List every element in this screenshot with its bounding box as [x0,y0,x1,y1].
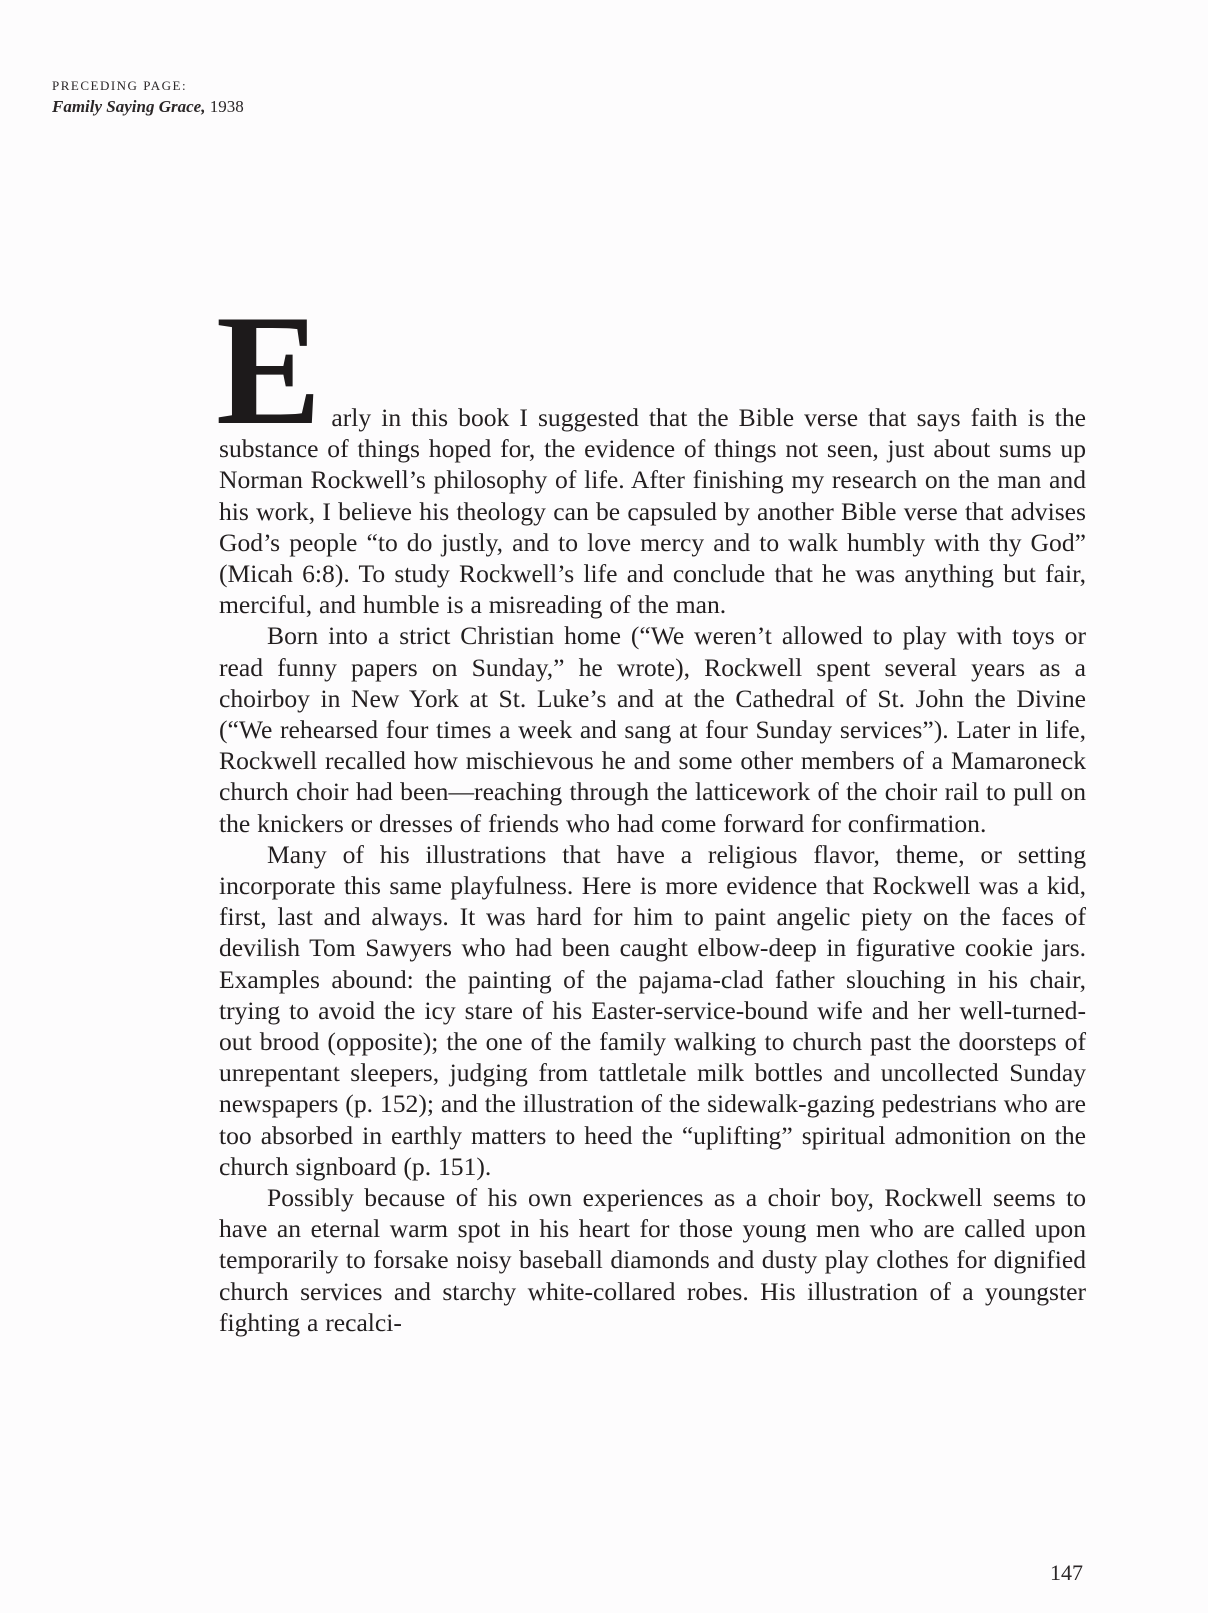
paragraph-4: Possibly because of his own experiences as a choir boy, Rockwell seems to have an eternal warm spot in his heart for those young men who are called upon temporarily to forsake noisy baseball diamonds and dusty play clothes for dignified church services and starchy white-collared robes. His illustration of a youngster fighting a recalci- [219,1183,1086,1337]
caption-label: PRECEDING PAGE: [52,78,188,93]
page-number: 147 [1050,1560,1083,1585]
preceding-page-caption [52,78,244,118]
paragraph-2: Born into a strict Christian home (“We weren’t allowed to play with toys or read funny papers on Sunday,” he wrote), Rockwell spent several years as a choirboy in New York at St. Luke’s and at the Cathedral of St. John the Divine (“We rehearsed four times a week and sang at four Sunday services”). Later in life, Rockwell recalled how mischievous he and some other members of a Mamaroneck church choir had been—reaching through the latticework of the choir rail to pull on the knickers or dresses of friends who had come forward for confirmation. [219,621,1086,838]
caption-artwork-year: 1938 [205,97,244,117]
drop-cap: E [216,283,322,458]
paragraph-1 [216,283,1086,620]
paragraph-1-text: arly in this book I suggested that the Bible verse that says faith is the substance of things hoped for, the evidence of things not seen, just about sums up Norman Rockwell’s philosophy of life. After finishing my research on the man and his work, I believe his theology can be capsuled by another Bible verse that advises God’s people “to do justly, and to love mercy and to walk humbly with thy God” (Micah 6:8). To study Rockwell’s life and conclude that he was anything but fair, merciful, and humble is a misreading of the man. [219,403,1086,620]
caption-artwork-title: Family Saying Grace, [52,97,206,117]
paragraph-3: Many of his illustrations that have a religious flavor, theme, or setting incorporate this same playfulness. Here is more evidence that Rockwell was a kid, first, last and always. It was hard for him to paint angelic piety on the faces of devilish Tom Sawyers who had been caught elbow-deep in figurative cookie jars. Examples abound: the painting of the pajama-clad father slouching in his chair, trying to avoid the icy stare of his Easter-service-bound wife and her well-turned-out brood (opposite); the one of the family walking to church past the doorsteps of unrepentant sleepers, judging from tattletale milk bottles and uncollected Sunday newspapers (p. 152); and the illustration of the sidewalk-gazing pedestrians who are too absorbed in earthly matters to heed the “uplifting” spiritual admonition on the church signboard (p. 151). [219,839,1086,1181]
caption-artwork-line [52,96,244,117]
article-body [216,283,1086,1338]
drop-cap-spacer [219,308,1086,402]
